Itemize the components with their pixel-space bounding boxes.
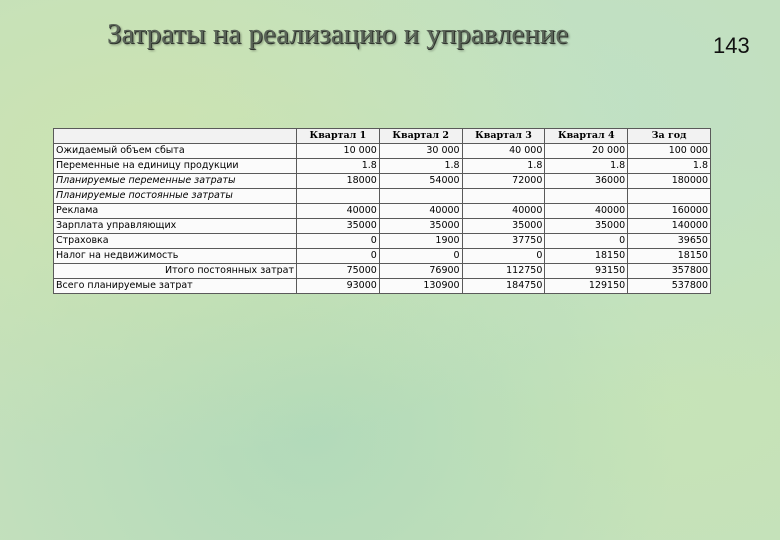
- value-cell: 35000: [462, 219, 545, 234]
- table-row: [54, 219, 711, 234]
- row-label-cell: Всего планируемые затрат: [54, 279, 297, 294]
- row-label-cell: Переменные на единицу продукции: [54, 159, 297, 174]
- value-cell: 37750: [462, 234, 545, 249]
- value-cell: 180000: [628, 174, 711, 189]
- value-cell: 35000: [545, 219, 628, 234]
- value-cell: 35000: [297, 219, 380, 234]
- value-cell: 0: [297, 249, 380, 264]
- value-cell: 76900: [379, 264, 462, 279]
- value-cell: 75000: [297, 264, 380, 279]
- header-cell-q3: Квартал 3: [462, 129, 545, 144]
- row-label-cell: Реклама: [54, 204, 297, 219]
- value-cell: 93150: [545, 264, 628, 279]
- value-cell: 18150: [628, 249, 711, 264]
- table-row: [54, 264, 711, 279]
- value-cell: 112750: [462, 264, 545, 279]
- value-cell: 184750: [462, 279, 545, 294]
- value-cell: 18150: [545, 249, 628, 264]
- value-cell: [379, 189, 462, 204]
- value-cell: 30 000: [379, 144, 462, 159]
- value-cell: 40000: [297, 204, 380, 219]
- row-label-cell: Налог на недвижимость: [54, 249, 297, 264]
- value-cell: 129150: [545, 279, 628, 294]
- table-row: [54, 249, 711, 264]
- value-cell: 93000: [297, 279, 380, 294]
- value-cell: 357800: [628, 264, 711, 279]
- value-cell: 0: [379, 249, 462, 264]
- table-row: [54, 159, 711, 174]
- value-cell: 72000: [462, 174, 545, 189]
- value-cell: 18000: [297, 174, 380, 189]
- row-label-cell: Зарплата управляющих: [54, 219, 297, 234]
- value-cell: 39650: [628, 234, 711, 249]
- value-cell: 1.8: [462, 159, 545, 174]
- row-label-cell: Ожидаемый объем сбыта: [54, 144, 297, 159]
- value-cell: 1.8: [379, 159, 462, 174]
- value-cell: [462, 189, 545, 204]
- value-cell: 1.8: [628, 159, 711, 174]
- header-cell-label: [54, 129, 297, 144]
- page-number: 143: [713, 33, 750, 58]
- table-row: [54, 279, 711, 294]
- value-cell: 54000: [379, 174, 462, 189]
- value-cell: 100 000: [628, 144, 711, 159]
- value-cell: [545, 189, 628, 204]
- value-cell: 0: [297, 234, 380, 249]
- value-cell: 10 000: [297, 144, 380, 159]
- value-cell: 160000: [628, 204, 711, 219]
- value-cell: 130900: [379, 279, 462, 294]
- value-cell: 0: [462, 249, 545, 264]
- table-row: [54, 204, 711, 219]
- value-cell: [628, 189, 711, 204]
- budget-table: [53, 128, 711, 294]
- header-cell-q2: Квартал 2: [379, 129, 462, 144]
- slide-title: Затраты на реализацию и управление: [107, 18, 569, 50]
- value-cell: 20 000: [545, 144, 628, 159]
- value-cell: 40000: [545, 204, 628, 219]
- header-cell-year: За год: [628, 129, 711, 144]
- value-cell: 40000: [379, 204, 462, 219]
- row-label-cell: Планируемые постоянные затраты: [54, 189, 297, 204]
- table-row: [54, 234, 711, 249]
- row-label-cell: Планируемые переменные затраты: [54, 174, 297, 189]
- value-cell: 140000: [628, 219, 711, 234]
- value-cell: 40 000: [462, 144, 545, 159]
- header-cell-q4: Квартал 4: [545, 129, 628, 144]
- table-row: [54, 189, 711, 204]
- value-cell: 36000: [545, 174, 628, 189]
- row-label-cell: Страховка: [54, 234, 297, 249]
- header-cell-q1: Квартал 1: [297, 129, 380, 144]
- row-label-cell: Итого постоянных затрат: [54, 264, 297, 279]
- value-cell: 1.8: [297, 159, 380, 174]
- value-cell: 35000: [379, 219, 462, 234]
- value-cell: 537800: [628, 279, 711, 294]
- value-cell: 1900: [379, 234, 462, 249]
- value-cell: 40000: [462, 204, 545, 219]
- table-row: [54, 144, 711, 159]
- value-cell: [297, 189, 380, 204]
- table-row: [54, 174, 711, 189]
- table-header-row: [54, 129, 711, 144]
- value-cell: 0: [545, 234, 628, 249]
- value-cell: 1.8: [545, 159, 628, 174]
- table-body: [54, 144, 711, 294]
